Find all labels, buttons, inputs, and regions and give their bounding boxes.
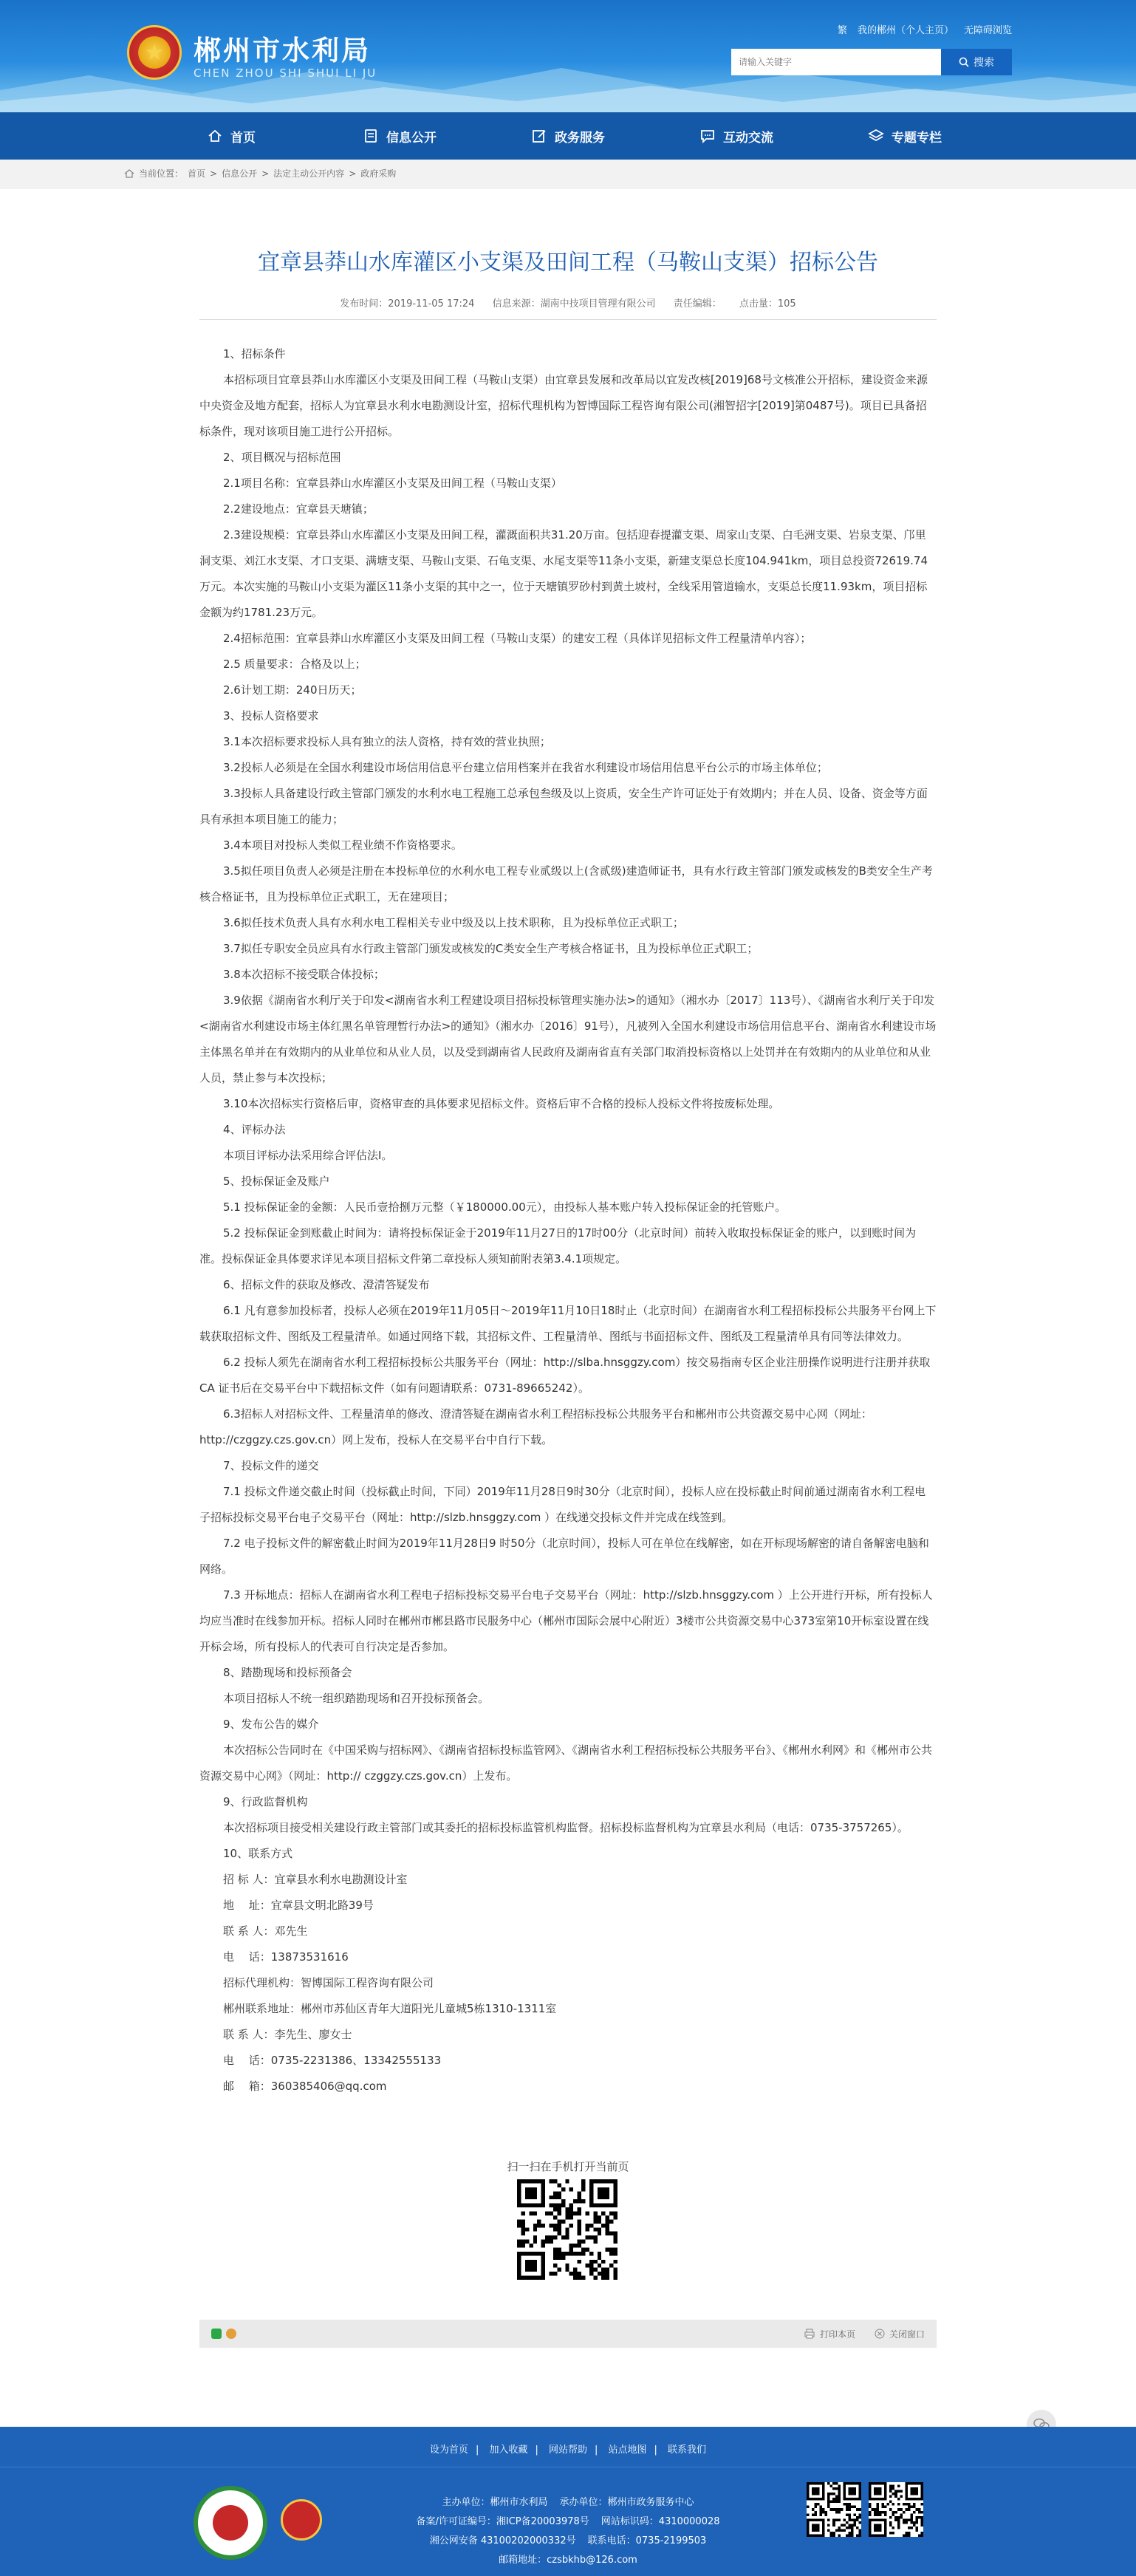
article-paragraph: 3.7拟任专职安全员应具有水行政主管部门颁发或核发的C类安全生产考核合格证书，且为投标单位正式职工； — [223, 942, 759, 955]
nav-item-info-disclosure[interactable] — [315, 112, 484, 160]
site-title[interactable]: 郴州市水利局 — [194, 35, 371, 66]
article-title: 宜章县莽山水库灌区小支渠及田间工程（马鞍山支渠）招标公告 — [258, 250, 878, 276]
article-paragraph: 2.2建设地点：宜章县天塘镇； — [223, 502, 374, 516]
article-paragraph: 5、投标保证金及账户 — [223, 1175, 330, 1188]
printer-icon — [804, 2329, 815, 2339]
article-paragraph: 6.1 凡有意参加投标者，投标人必须在2019年11月05日～2019年11月10日18时止（北京时间）在湖南省水利工程招标投标公共服务平台网上下载获取招标文件、图纸及工程量清单。如通过网络下载，其招标文件、工程量清单、图纸与书面招标文件、图纸及工程量清单具有同等法律效力。 — [199, 1304, 937, 1343]
info-icon — [363, 128, 379, 144]
article-paragraph: 电 话：0735-2231386、13342555133 — [223, 2054, 442, 2067]
nav-item-gov-service[interactable] — [484, 112, 652, 160]
nav-label: 互动交流 — [723, 130, 773, 146]
article-paragraph: 6.2 投标人须先在湖南省水利工程招标投标公共服务平台（网址：http://slba.hnsggzy.com）按交易指南专区企业注册操作说明进行注册并获取 CA 证书后在交易平台中下载招标文件（如有问题请联系：0731-89665242）。 — [199, 1356, 931, 1395]
article-paragraph: 8、踏勘现场和投标预备会 — [223, 1666, 352, 1679]
article-paragraph: 郴州联系地址：郴州市苏仙区青年大道阳光儿童城5栋1310-1311室 — [223, 2002, 557, 2015]
traditional-chinese-link[interactable]: 繁 — [837, 25, 847, 36]
article-paragraph: 5.1 投标保证金的金额：人民币壹拾捌万元整（￥180000.00元），由投标人基本账户转入投标保证金的托管账户。 — [223, 1200, 787, 1214]
article-content — [199, 341, 937, 2100]
article-paragraph: 邮 箱：360385406@qq.com — [223, 2080, 387, 2093]
article-paragraph: 联 系 人：李先生、廖女士 — [223, 2028, 352, 2041]
article-paragraph: 2.1项目名称：宜章县莽山水库灌区小支渠及田间工程（马鞍山支渠） — [223, 476, 562, 490]
article-paragraph: 7.2 电子投标文件的解密截止时间为2019年11月28日9 时50分（北京时间），投标人可在单位在线解密，如在开标现场解密的请自备解密电脑和网络。 — [199, 1537, 929, 1576]
close-label: 关闭窗口 — [889, 2329, 925, 2340]
article-paragraph: 10、联系方式 — [223, 1847, 293, 1860]
home-icon — [207, 128, 223, 144]
article-paragraph: 招标代理机构：智博国际工程咨询有限公司 — [223, 1976, 434, 1989]
nav-label: 政务服务 — [555, 130, 605, 146]
national-emblem-logo[interactable] — [127, 25, 182, 80]
article-paragraph: 本项目评标办法采用综合评估法Ⅰ。 — [223, 1149, 393, 1162]
article-paragraph: 3.1本次招标要求投标人具有独立的法人资格，持有效的营业执照； — [223, 735, 551, 748]
contact-email: 邮箱地址：czsbkhb@126.com — [499, 2555, 637, 2566]
article-paragraph: 2.5 质量要求：合格及以上； — [223, 657, 366, 671]
print-button[interactable] — [804, 2328, 855, 2340]
site-header — [0, 0, 1136, 112]
footer-link[interactable]: 网站帮助 — [548, 2445, 587, 2456]
article-paragraph: 2.3建设规模：宜章县莽山水库灌区小支渠及田间工程，灌溉面积共31.20万亩。包括迎春提灌支渠、周家山支渠、白毛洲支渠、岩泉支渠、邝里洞支渠、刘江水支渠、才口支渠、满塘支渠、马鞍山支渠、石龟支渠、水尾支渠等11条小支渠，新建支渠总长度104.941km，项目总投资72619.74万元。本次实施的马鞍山小支渠为灌区11条小支渠的其中之一，位于天塘镇罗砂村到黄土坡村，全线采用管道输水，支渠总长度11.93km，项目招标金额为约1781.23万元。 — [199, 528, 928, 619]
info-source: 信息来源：湖南中技项目管理有限公司 — [492, 298, 656, 310]
breadcrumb-item[interactable]: 信息公开 — [222, 168, 258, 179]
breadcrumb-item[interactable]: 政府采购 — [360, 168, 397, 179]
site-footer — [0, 2427, 1136, 2576]
article-paragraph: 6、招标文件的获取及修改、澄清答疑发布 — [223, 1278, 430, 1291]
article-paragraph: 地 址：宜章县文明北路39号 — [223, 1899, 374, 1912]
article-meta — [0, 295, 1136, 310]
close-icon — [875, 2329, 885, 2339]
footer-link[interactable]: 站点地图 — [608, 2445, 647, 2456]
article-paragraph: 7、投标文件的递交 — [223, 1459, 319, 1472]
article-paragraph: 本次招标项目接受相关建设行政主管部门或其委托的招标投标监管机构监督。招标投标监督机构为宜章县水利局（电话：0735-3757265）。 — [223, 1821, 909, 1834]
footer-link[interactable]: 设为首页 — [429, 2445, 468, 2456]
chat-icon — [699, 128, 716, 144]
article-paragraph: 4、评标办法 — [223, 1123, 286, 1136]
nav-label: 信息公开 — [386, 130, 437, 146]
breadcrumb-item[interactable]: 法定主动公开内容 — [273, 168, 345, 179]
article-paragraph: 7.3 开标地点：招标人在湖南省水利工程电子招标投标交易平台电子交易平台（网址：http://slzb.hnsggzy.com ）上公开进行开标，所有投标人均应当准时在线参加开标。招标人同时在郴州市郴县路市民服务中心（郴州市国际会展中心附近）3楼市公共资源交易中心373室第10开标室设置在线开标会场，所有投标人的代表可自行决定是否参加。 — [199, 1588, 933, 1653]
qr-caption: 扫一扫在手机打开当前页 — [507, 2160, 629, 2173]
article-paragraph: 5.2 投标保证金到账截止时间为：请将投标保证金于2019年11月27日的17时00分（北京时间）前转入收取投标保证金的账户，以到账时间为准。投标保证金具体要求详见本项目招标文件第二章投标人须知前附表第3.4.1项规定。 — [199, 1226, 917, 1265]
article-paragraph: 3.3投标人具备建设行政主管部门颁发的水利水电工程施工总承包叁级及以上资质，安全生产许可证处于有效期内；并在人员、设备、资金等方面具有承担本项目施工的能力； — [199, 787, 928, 826]
accessibility-link[interactable]: 无障碍浏览 — [963, 25, 1012, 36]
footer-link[interactable]: 联系我们 — [668, 2445, 707, 2456]
article-paragraph: 7.1 投标文件递交截止时间（投标截止时间，下同）2019年11月28日9时30分（北京时间），投标人应在投标截止时间前通过湖南省水利工程电子招标投标交易平台电子交易平台（网址：http://slzb.hnsggzy.com ）在线递交投标文件并完成在线签到。 — [199, 1485, 926, 1524]
icp-license[interactable]: 备案/许可证编号：湘ICP备20003978号 — [416, 2516, 589, 2527]
article-paragraph: 3.9依据《湖南省水利厅关于印发<湖南省水利工程建设项目招标投标管理实施办法>的通知》（湘水办〔2017〕113号）、《湖南省水利厅关于印发<湖南省水利建设市场主体红黑名单管理暂行办法>的通知》（湘水办〔2016〕91号），凡被列入全国水利建设市场信用信息平台、湖南省水利建设市场主体黑名单并在有效期内的从业单位和从业人员，以及受到湖南省人民政府及湖南省直有关部门取消投标资格以上处罚并在有效期内的从业单位和从业人员，禁止参与本次投标； — [199, 994, 937, 1084]
page-qr-code — [517, 2179, 617, 2280]
article-paragraph: 本项目招标人不统一组织踏勘现场和召开投标预备会。 — [223, 1692, 490, 1705]
search-button[interactable] — [941, 49, 1012, 75]
edit-icon — [531, 128, 547, 144]
personal-homepage-link[interactable]: 我的郴州（个人主页） — [857, 25, 954, 36]
site-subtitle: CHEN ZHOU SHI SHUI LI JU — [194, 66, 377, 80]
article-paragraph: 1、招标条件 — [223, 347, 286, 361]
main-nav — [0, 112, 1136, 160]
sponsor: 主办单位：郴州市水利局 — [442, 2497, 548, 2508]
footer-links: 设为首页 | 加入收藏 | 网站帮助 | 站点地图 | 联系我们 — [429, 2445, 707, 2456]
article-paragraph: 2、项目概况与招标范围 — [223, 451, 341, 464]
breadcrumb-item[interactable]: 首页 — [188, 168, 206, 179]
nav-label: 首页 — [230, 130, 256, 146]
footer-link[interactable]: 加入收藏 — [489, 2445, 528, 2456]
article-paragraph: 9、行政监督机构 — [223, 1795, 308, 1808]
nav-item-special-topics[interactable] — [821, 112, 989, 160]
breadcrumb: 当前位置： 首页 > 信息公开 > 法定主动公开内容 > 政府采购 — [124, 167, 396, 180]
top-links — [838, 22, 1012, 36]
article-paragraph: 3.10本次招标实行资格后审，资格审查的具体要求见招标文件。资格后审不合格的投标人投标文件将按废标处理。 — [223, 1097, 780, 1110]
search-icon — [959, 57, 969, 67]
footer-qr-code-1 — [807, 2482, 861, 2537]
article-paragraph: 2.6计划工期：240日历天； — [223, 683, 362, 697]
article-tools-bar — [199, 2320, 937, 2348]
close-window-button[interactable] — [875, 2328, 925, 2340]
police-record[interactable]: 湘公网安备 43100202000332号 — [429, 2535, 576, 2546]
article-paragraph: 3.5拟任项目负责人必须是注册在本投标单位的水利水电工程专业贰级以上(含贰级)建造师证书，具有水行政主管部门颁发或核发的B类安全生产考核合格证书，且为投标单位正式职工，无在建项目； — [199, 864, 933, 903]
site-id: 网站标识码：4310000028 — [600, 2516, 720, 2527]
article-paragraph: 3.2投标人必须是在全国水利建设市场信用信息平台建立信用档案并在我省水利建设市场信用信息平台公示的市场主体单位； — [223, 761, 828, 774]
weibo-share-icon[interactable] — [226, 2329, 236, 2339]
nav-label: 专题专栏 — [892, 130, 942, 146]
article-paragraph: 电 话：13873531616 — [223, 1950, 349, 1964]
contact-phone: 联系电话：0735-2199503 — [587, 2535, 707, 2546]
article-paragraph: 3、投标人资格要求 — [223, 709, 319, 722]
publish-time: 发布时间：2019-11-05 17:24 — [340, 298, 475, 310]
article-paragraph: 本次招标公告同时在《中国采购与招标网》、《湖南省招标投标监管网》、《湖南省水利工程招标投标公共服务平台》、《郴州水利网》和《郴州市公共资源交易中心网》（网址：http:// czggzy.czs.gov.cn）上发布。 — [199, 1743, 933, 1783]
article-paragraph: 招 标 人：宜章县水利水电勘测设计室 — [223, 1873, 408, 1886]
print-label: 打印本页 — [819, 2329, 855, 2340]
home-icon — [124, 169, 134, 178]
nav-item-interaction[interactable] — [652, 112, 821, 160]
layers-icon — [868, 128, 884, 144]
footer-qr-code-2 — [869, 2482, 923, 2537]
editor: 责任编辑： — [673, 298, 722, 310]
click-count: 点击量：105 — [739, 298, 796, 310]
article-paragraph: 联 系 人：邓先生 — [223, 1924, 308, 1938]
article-paragraph: 3.6拟任技术负责人具有水利水电工程相关专业中级及以上技术职称，且为投标单位正式职工； — [223, 916, 684, 929]
organizer: 承办单位：郴州市政务服务中心 — [559, 2497, 694, 2508]
article-paragraph: 本招标项目宜章县莽山水库灌区小支渠及田间工程（马鞍山支渠）由宜章县发展和改革局以宜发改核[2019]68号文核准公开招标，建设资金来源中央资金及地方配套，招标人为宜章县水利水电勘测设计室，招标代理机构为智博国际工程咨询有限公司(湘智招字[2019]第0487号)。项目已具备招标条件，现对该项目施工进行公开招标。 — [199, 373, 928, 438]
footer-info — [0, 2493, 1136, 2570]
nav-item-home[interactable] — [147, 112, 315, 160]
article-paragraph: 6.3招标人对招标文件、工程量清单的修改、澄清答疑在湖南省水利工程招标投标公共服务平台和郴州市公共资源交易中心网（网址：http://czggzy.czs.gov.cn）网上发布，投标人在交易平台中自行下载。 — [199, 1407, 872, 1446]
search-input[interactable] — [731, 49, 941, 75]
search-button-label: 搜索 — [974, 57, 994, 69]
article-paragraph: 2.4招标范围：宜章县莽山水库灌区小支渠及田间工程（马鞍山支渠）的建安工程（具体详见招标文件工程量清单内容）； — [223, 632, 812, 645]
divider — [199, 319, 937, 320]
article-paragraph: 3.8本次招标不接受联合体投标； — [223, 968, 385, 981]
article-paragraph: 3.4本项目对投标人类似工程业绩不作资格要求。 — [223, 838, 462, 852]
breadcrumb-prefix: 当前位置： — [139, 168, 184, 179]
wechat-share-icon[interactable] — [211, 2329, 222, 2339]
article-paragraph: 9、发布公告的媒介 — [223, 1718, 319, 1731]
